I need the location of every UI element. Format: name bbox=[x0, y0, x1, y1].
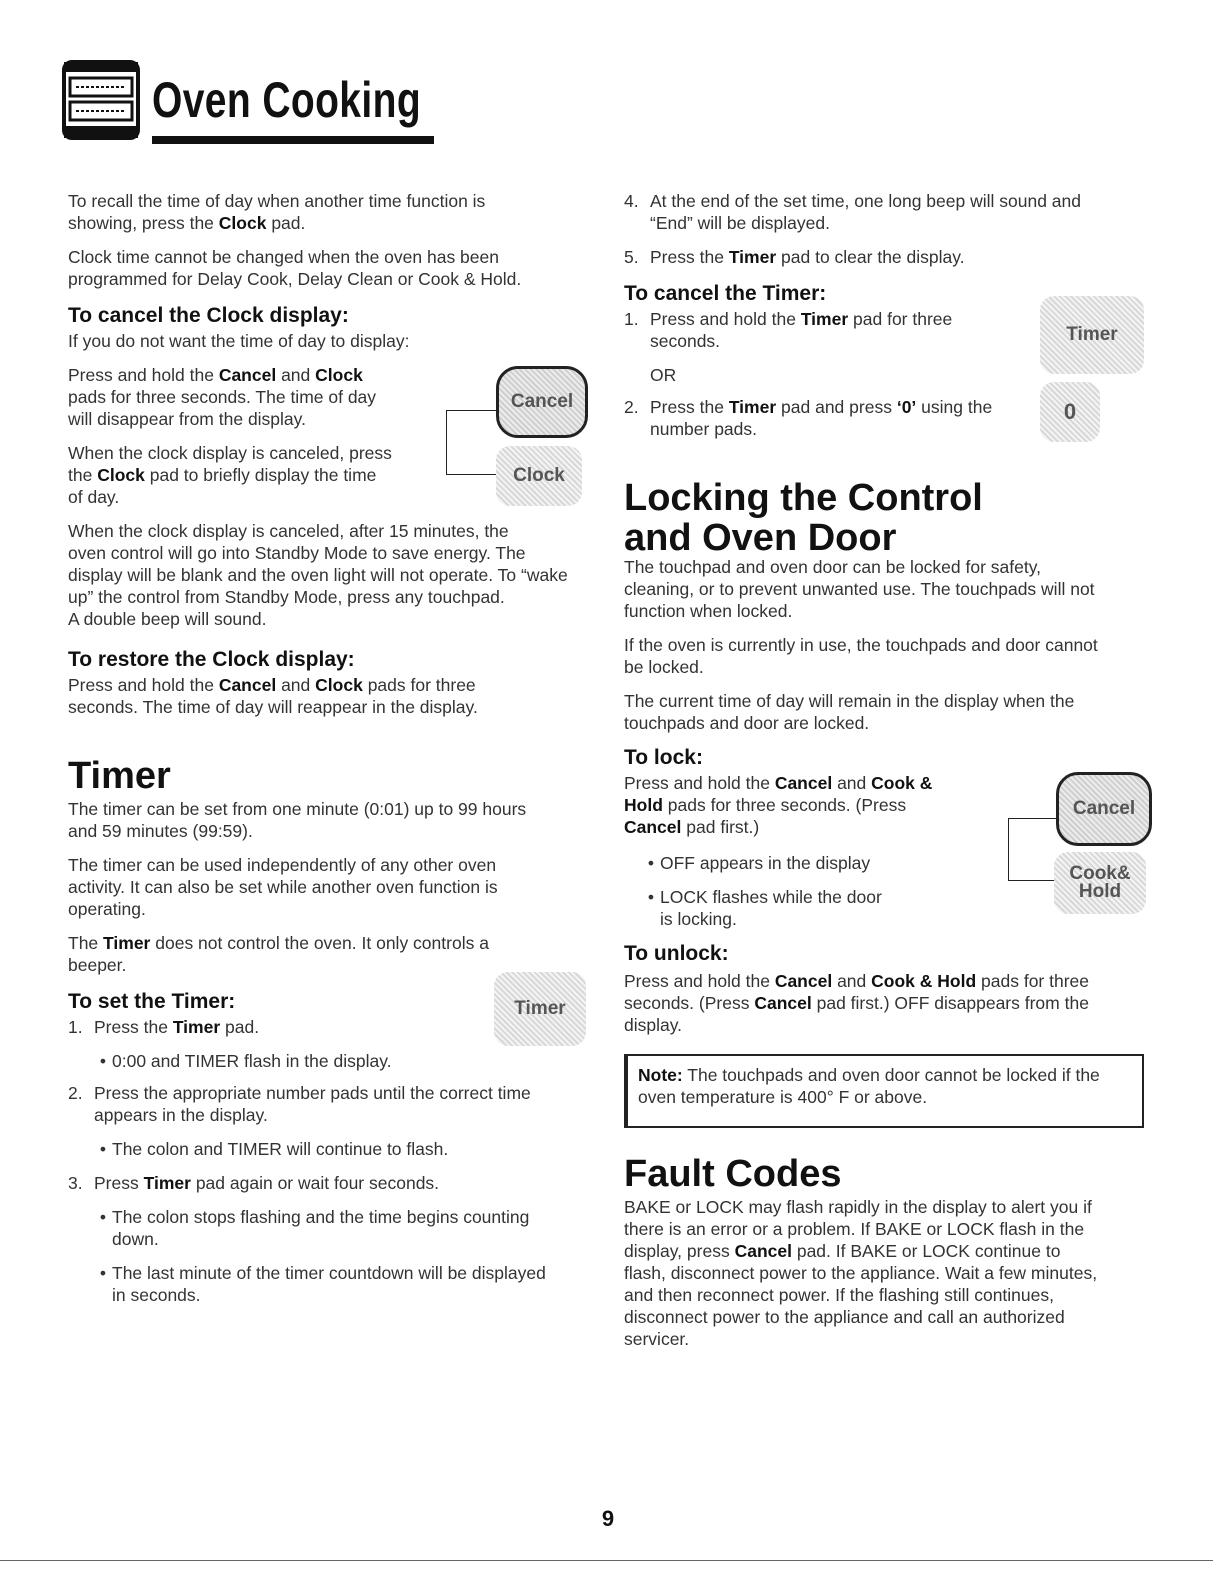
set-timer-step-3-bullet-1: • The colon stops flashing and the time begins counting down. bbox=[99, 1207, 530, 1249]
to-lock-instructions: Press and hold the Cancel and Cook & Hold pads for three seconds. (Press Cancel pad first.) bbox=[624, 773, 933, 837]
timer-step-4: 4. At the end of the set time, one long beep will sound and “End” will be displayed. bbox=[624, 191, 1081, 233]
clock-change-paragraph: Clock time cannot be changed when the oven has been programmed for Delay Cook, Delay Clean or Cook & Hold. bbox=[68, 247, 522, 289]
clock-pad-icon: Clock bbox=[496, 446, 582, 506]
note-label: Note: bbox=[638, 1065, 683, 1085]
footer-rule bbox=[0, 1560, 1213, 1561]
restore-clock-heading: To restore the Clock display: bbox=[68, 648, 355, 671]
timer-step-5: 5. Press the Timer pad to clear the display. bbox=[624, 247, 965, 267]
lock-bracket-line-bottom bbox=[1008, 880, 1056, 881]
recall-paragraph: To recall the time of day when another time function is showing, press the Clock pad. bbox=[68, 191, 486, 233]
locking-heading: Locking the Control and Oven Door bbox=[624, 477, 983, 559]
restore-clock-paragraph: Press and hold the Cancel and Clock pads for three seconds. The time of day will reappear in the display. bbox=[68, 675, 478, 717]
cancel-timer-or: OR bbox=[650, 365, 677, 385]
set-timer-step-2: 2. Press the appropriate number pads until the correct time appears in the display. bbox=[68, 1083, 531, 1125]
bracket-line-top bbox=[446, 410, 500, 411]
note-box: Note: The touchpads and oven door cannot be locked if the oven temperature is 400° F or above. bbox=[624, 1054, 1144, 1128]
cancel-clock-heading: To cancel the Clock display: bbox=[68, 304, 349, 327]
page-title: Oven Cooking bbox=[152, 72, 422, 128]
page-number: 9 bbox=[601, 1506, 615, 1531]
clock-canceled-paragraph: When the clock display is canceled, press the Clock pad to briefly display the time of day. bbox=[68, 443, 392, 507]
timer-independent-paragraph: The timer can be used independently of any other oven activity. It can also be set while another oven function is operating. bbox=[68, 855, 498, 919]
timer-pad-icon: Timer bbox=[494, 972, 586, 1046]
set-timer-step-1: 1. Press the Timer pad. bbox=[68, 1017, 260, 1037]
timer-pad-icon-2: Timer bbox=[1040, 296, 1144, 374]
cancel-timer-step-2: 2. Press the Timer pad and press ‘0’ using the number pads. bbox=[624, 397, 993, 439]
timer-beeper-paragraph: The Timer does not control the oven. It only controls a beeper. bbox=[68, 933, 489, 975]
to-unlock-heading: To unlock: bbox=[624, 942, 729, 965]
locking-in-use-paragraph: If the oven is currently in use, the touchpads and door cannot be locked. bbox=[624, 635, 1098, 677]
oven-icon bbox=[62, 60, 142, 144]
timer-heading: Timer bbox=[68, 755, 171, 797]
timer-range-paragraph: The timer can be set from one minute (0:01) up to 99 hours and 59 minutes (99:59). bbox=[68, 799, 527, 841]
lock-bracket-line-top bbox=[1008, 818, 1058, 819]
set-timer-step-2-bullet: • The colon and TIMER will continue to flash. bbox=[99, 1139, 449, 1159]
to-unlock-instructions: Press and hold the Cancel and Cook & Hold pads for three seconds. (Press Cancel pad first.) OFF disappears from the display. bbox=[624, 971, 1090, 1035]
pad-bracket bbox=[446, 410, 447, 474]
bracket-line-bottom bbox=[446, 474, 496, 475]
locking-time-paragraph: The current time of day will remain in the display when the touchpads and door are locked. bbox=[624, 691, 1075, 733]
cook-hold-pad-icon: Cook& Hold bbox=[1054, 852, 1146, 914]
cancel-timer-heading: To cancel the Timer: bbox=[624, 282, 827, 305]
set-timer-step-3-bullet-2: • The last minute of the timer countdown will be displayed in seconds. bbox=[99, 1263, 546, 1305]
fault-codes-paragraph: BAKE or LOCK may flash rapidly in the display to alert you if there is an error or a problem. If BAKE or LOCK flash in the display, press Cancel pad. If BAKE or LOCK continue to flash, disconnect power to the appliance. Wait a few minutes, and then reconnect power. If the flashing still continues, disconnect power to the appliance and call an authorized servicer. bbox=[624, 1197, 1098, 1349]
cancel-timer-step-1: 1. Press and hold the Timer pad for three seconds. bbox=[624, 309, 953, 351]
cancel-clock-instructions: Press and hold the Cancel and Clock pads for three seconds. The time of day will disappear from the display. bbox=[68, 365, 377, 429]
cancel-clock-intro: If you do not want the time of day to display: bbox=[68, 331, 410, 351]
to-lock-bullet-1: • OFF appears in the display bbox=[647, 853, 871, 873]
set-timer-step-1-bullet: • 0:00 and TIMER flash in the display. bbox=[99, 1051, 392, 1071]
set-timer-heading: To set the Timer: bbox=[68, 990, 236, 1013]
to-lock-heading: To lock: bbox=[624, 746, 703, 769]
to-lock-bullet-2: • LOCK flashes while the door is locking. bbox=[647, 887, 882, 929]
standby-paragraph: When the clock display is canceled, after 15 minutes, the oven control will go into Standby Mode to save energy. The display will be blank and the oven light will not operate. To “wake up” the control from Standby Mode, press any touchpad. A double beep will sound. bbox=[68, 521, 568, 629]
cancel-pad-icon: Cancel bbox=[496, 366, 588, 438]
locking-intro-paragraph: The touchpad and oven door can be locked for safety, cleaning, or to prevent unwanted use. The touchpads will not function when locked. bbox=[624, 557, 1095, 621]
fault-codes-heading: Fault Codes bbox=[624, 1153, 842, 1195]
zero-pad-icon: 0 bbox=[1040, 382, 1100, 442]
set-timer-step-3: 3. Press Timer pad again or wait four seconds. bbox=[68, 1173, 440, 1193]
lock-pad-bracket bbox=[1008, 818, 1009, 880]
cancel-pad-icon-2: Cancel bbox=[1056, 772, 1152, 846]
title-underline bbox=[152, 136, 434, 144]
